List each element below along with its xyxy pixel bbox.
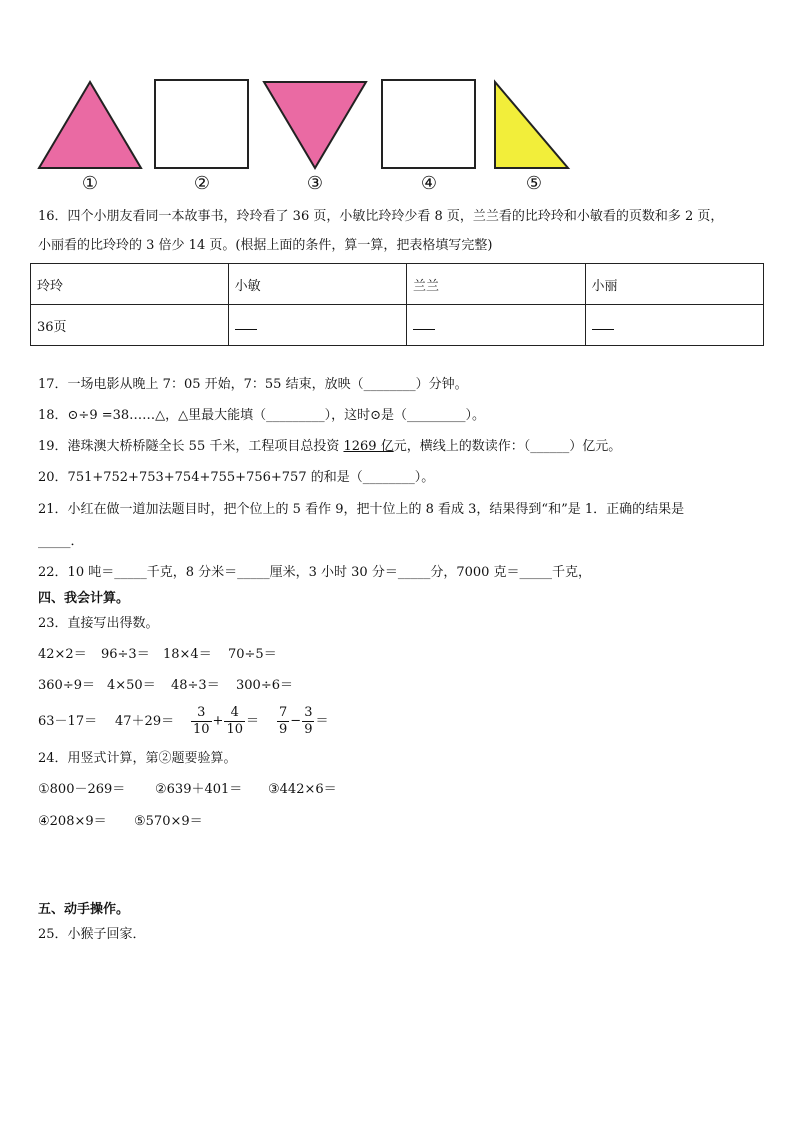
q16-line2: 小丽看的比玲玲的 3 倍少 14 页。(根据上面的条件，算一算，把表格填写完整) [38, 238, 493, 253]
q19-before: 19．港珠澳大桥桥隧全长 55 千米，工程项目总投资 [38, 439, 344, 454]
shape-label-4: ④ [420, 173, 438, 194]
q24-item: ②639＋401＝ [155, 782, 243, 797]
q23-item: 4×50＝ [107, 678, 156, 693]
section4-heading: 四、我会计算。 [38, 591, 130, 606]
q20: 20．751+752+753+754+755+756+757 的和是（________）。 [38, 470, 435, 485]
shapes-figure [0, 0, 794, 200]
q24-title: 24．用竖式计算，第②题要验算。 [38, 751, 237, 766]
q18: 18．⊙÷9 =38……△，△里最大能填（_________），这时⊙是（_________）。 [38, 408, 486, 423]
q17: 17．一场电影从晚上 7：05 开始，7：55 结束，放映（________）分钟。 [38, 377, 468, 392]
fraction: $\frac{3}{9}$ [304, 705, 313, 737]
q21-line2: _____． [38, 534, 84, 549]
q19-after: 元，横线上的数读作：（______）亿元。 [393, 439, 622, 454]
section5-heading: 五、动手操作。 [38, 902, 130, 917]
shape-label-5: ⑤ [525, 173, 543, 194]
q22: 22．10 吨＝_____千克，8 分米＝_____厘米，3 小时 30 分＝_____分，7000 克＝_____千克， [38, 565, 592, 580]
pink-triangle-down [264, 82, 366, 168]
q23-item: 300÷6＝ [236, 678, 293, 693]
q19-underlined: 1269 亿 [343, 439, 394, 454]
q16-table [30, 263, 764, 346]
q21-line1: 21．小红在做一道加法题目时，把个位上的 5 看作 9，把十位上的 8 看成 3，结果得到“和”是 1．正确的结果是 [38, 502, 685, 517]
q23-item: 96÷3＝ [101, 647, 150, 662]
answer-blank-lanlan[interactable] [407, 305, 585, 346]
shape-label-1: ① [81, 173, 99, 194]
q23-title: 23．直接写出得数。 [38, 616, 159, 631]
answer-blank-xiaomin[interactable] [228, 305, 406, 346]
header-xiaoli: 小丽 [585, 264, 764, 305]
q23-item: 63－17＝ [38, 714, 98, 729]
q25: 25．小猴子回家． [38, 927, 146, 942]
fraction-expression-a: $\frac{3}{10}$ + $\frac{4}{10}$ ＝ [193, 705, 260, 737]
q23-item: 70÷5＝ [228, 647, 277, 662]
q24-item: ①800－269＝ [38, 782, 126, 797]
q19 [38, 438, 621, 456]
white-square-2 [382, 80, 475, 168]
q23-item: 360÷9＝ [38, 678, 95, 693]
table-row [31, 264, 764, 305]
q24-item: ⑤570×9＝ [134, 814, 203, 829]
table-row [31, 305, 764, 346]
pink-triangle-up [39, 82, 141, 168]
q23-item: 18×4＝ [163, 647, 212, 662]
q23-item: 42×2＝ [38, 647, 87, 662]
white-square-1 [155, 80, 248, 168]
fraction: $\frac{3}{10}$ [193, 705, 210, 737]
fraction-expression-b: $\frac{7}{9}$ − $\frac{3}{9}$ ＝ [279, 705, 329, 737]
yellow-right-triangle [495, 82, 568, 168]
q16-line1: 16．四个小朋友看同一本故事书，玲玲看了 36 页，小敏比玲玲少看 8 页，兰兰看的比玲玲和小敏看的页数和多 2 页， [38, 209, 724, 224]
header-lingling: 玲玲 [31, 264, 229, 305]
answer-blank-xiaoli[interactable] [585, 305, 764, 346]
q24-item: ③442×6＝ [268, 782, 337, 797]
shape-label-2: ② [193, 173, 211, 194]
fraction: $\frac{4}{10}$ [226, 705, 243, 737]
q24-item: ④208×9＝ [38, 814, 107, 829]
shape-label-3: ③ [306, 173, 324, 194]
q23-item: 48÷3＝ [171, 678, 220, 693]
value-lingling: 36页 [31, 305, 229, 346]
q23-item: 47＋29＝ [115, 714, 175, 729]
header-lanlan: 兰兰 [407, 264, 585, 305]
header-xiaomin: 小敏 [228, 264, 406, 305]
fraction: $\frac{7}{9}$ [279, 705, 288, 737]
